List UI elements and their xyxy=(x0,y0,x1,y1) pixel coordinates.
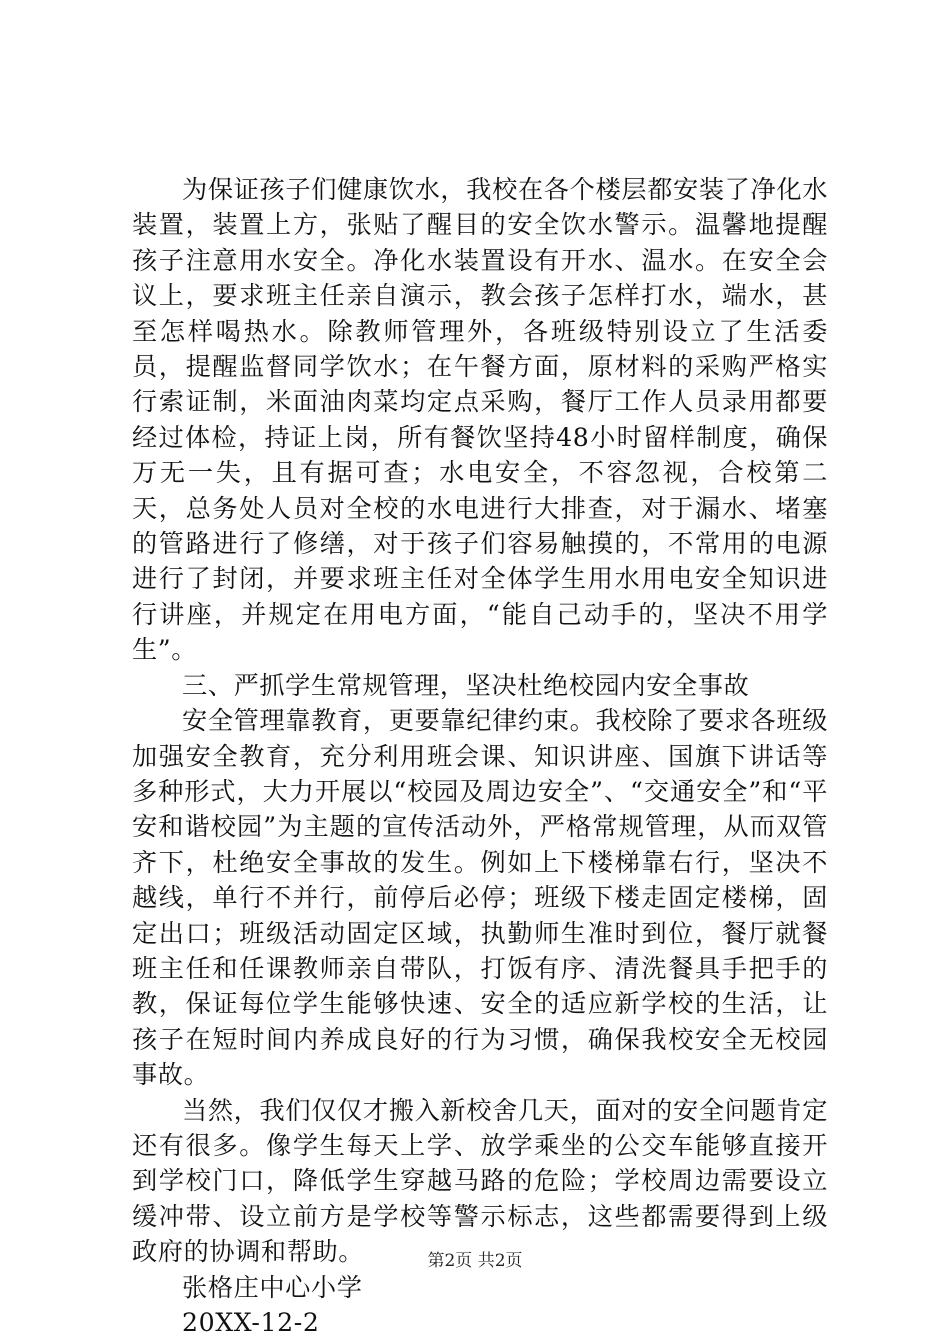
paragraph-water-safety: 为保证孩子们健康饮水，我校在各个楼层都安装了净化水装置，装置上方，张贴了醒目的安全饮水警示。温馨地提醒孩子注意用水安全。净化水装置设有开水、温水。在安全会议上，要求班主任亲自演示，教会孩子怎样打水，端水，甚至怎样喝热水。除教师管理外，各班级特别设立了生活委员，提醒监督同学饮水；在午餐方面，原材料的采购严格实行索证制，米面油肉菜均定点采购，餐厅工作人员录用都要经过体检，持证上岗，所有餐饮坚持48小时留样制度，确保万无一失，且有据可查；水电安全，不容忽视，合校第二天，总务处人员对全校的水电进行大排查，对于漏水、堵塞的管路进行了修缮，对于孩子们容易触摸的，不常用的电源进行了封闭，并要求班主任对全体学生用水用电安全知识进行讲座，并规定在用电方面，“能自己动手的，坚决不用学生”。 xyxy=(132,175,828,665)
paragraph-remaining-issues: 当然，我们仅仅才搬入新校舍几天，面对的安全问题肯定还有很多。像学生每天上学、放学乘坐的公交车能够直接开到学校门口，降低学生穿越马路的危险；学校周边需要设立缓冲带、设立前方是学校等警示标志，这些都需要得到上级政府的协调和帮助。 xyxy=(132,1095,828,1267)
document-body xyxy=(132,172,828,1340)
signature-date: 20XX-12-2 xyxy=(182,1308,320,1337)
section-heading-3: 三、严抓学生常规管理，坚决杜绝校园内安全事故 xyxy=(182,670,750,700)
page-number-footer: 第2页 共2页 xyxy=(427,1251,523,1271)
signature-organization: 张格庄中心小学 xyxy=(182,1272,363,1302)
paragraph-routine-management: 安全管理靠教育，更要靠纪律约束。我校除了要求各班级加强安全教育，充分利用班会课、知识讲座、国旗下讲话等多种形式，大力开展以“校园及周边安全”、“交通安全”和“平安和谐校园”为主题的宣传活动外，严格常规管理，从而双管齐下，杜绝安全事故的发生。例如上下楼梯靠右行，坚决不越线，单行不并行，前停后必停；班级下楼走固定楼梯，固定出口；班级活动固定区域，执勤师生准时到位，餐厅就餐班主任和任课教师亲自带队，打饭有序、清洗餐具手把手的教，保证每位学生能够快速、安全的适应新学校的生活，让孩子在短时间内养成良好的行为习惯，确保我校安全无校园事故。 xyxy=(132,706,828,1090)
